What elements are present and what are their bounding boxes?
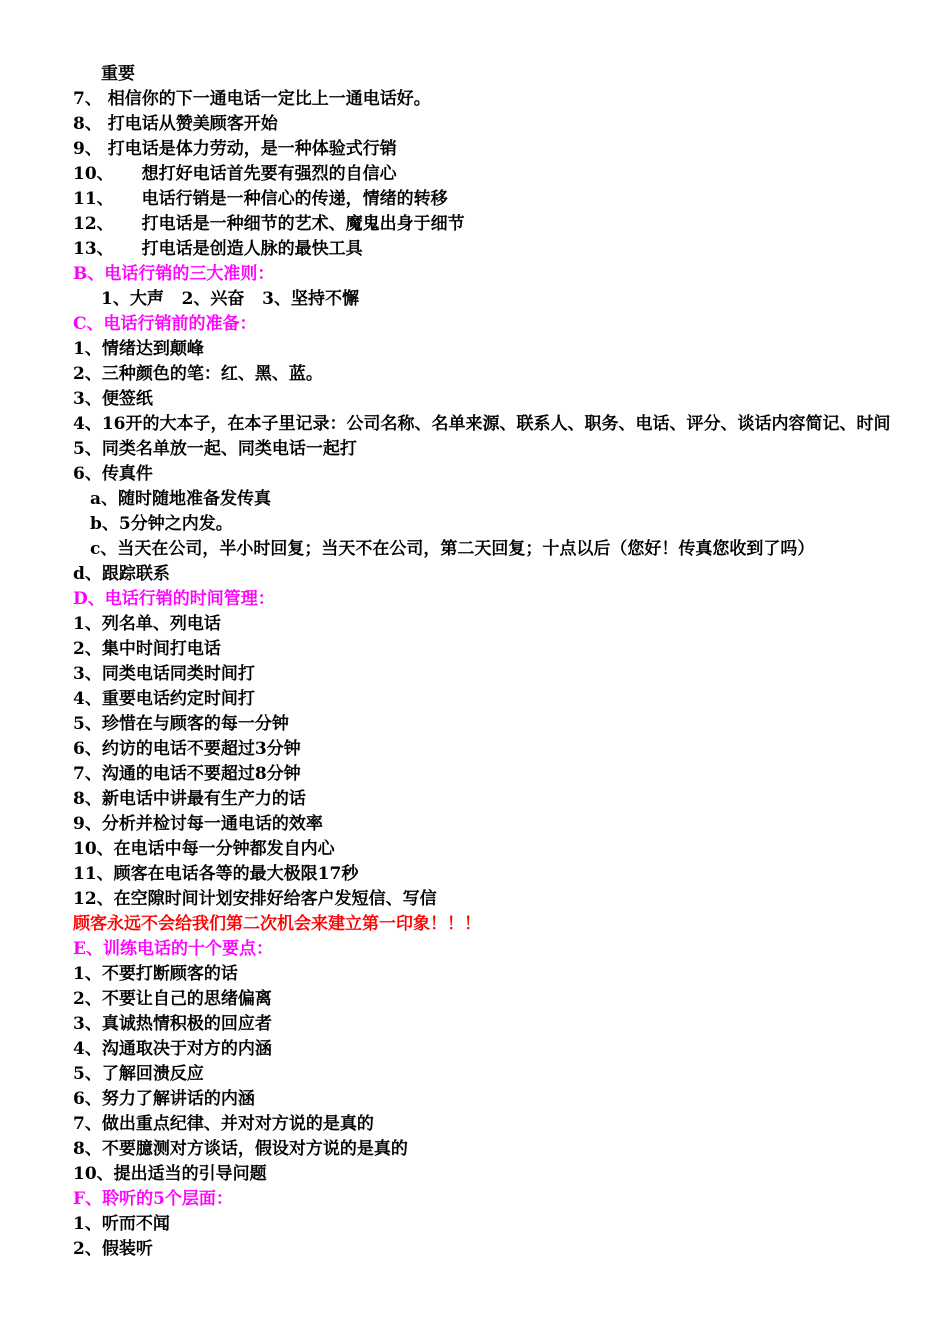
section-e-item: 6、努力了解讲话的内涵 <box>73 1089 255 1109</box>
section-e-item: 1、不要打断顾客的话 <box>73 964 238 984</box>
section-d-item: 7、沟通的电话不要超过8分钟 <box>73 764 301 784</box>
first-impression-alert: 顾客永远不会给我们第二次机会来建立第一印象！！！ <box>73 914 481 934</box>
item-text: 相信你的下一通电话一定比上一通电话好。 <box>107 89 431 109</box>
item-number: 7、 <box>73 89 102 109</box>
section-e-item: 8、不要臆测对方谈话，假设对方说的是真的 <box>73 1139 408 1159</box>
section-c-subitem: b、5分钟之内发。 <box>90 514 233 534</box>
section-d-item: 1、列名单、列电话 <box>73 614 221 634</box>
section-c-heading: C、电话行销前的准备： <box>73 314 257 334</box>
intro-item-7 <box>73 87 903 112</box>
section-d-item: 6、约访的电话不要超过3分钟 <box>73 739 301 759</box>
section-c-subitem: c、当天在公司，半小时回复；当天不在公司，第二天回复；十点以后（您好！传真您收到了吗） <box>90 539 815 559</box>
section-d-item: 8、新电话中讲最有生产力的话 <box>73 789 306 809</box>
section-d-item: 3、同类电话同类时间打 <box>73 664 255 684</box>
item-number: 13、 <box>73 239 114 259</box>
section-c-subitem: a、随时随地准备发传真 <box>90 489 272 509</box>
item-text: 想打好电话首先要有强烈的自信心 <box>141 164 397 184</box>
section-e-item: 7、做出重点纪律、并对对方说的是真的 <box>73 1114 374 1134</box>
section-e-heading: E、训练电话的十个要点： <box>73 939 273 959</box>
item-number: 9、 <box>73 139 102 159</box>
section-d-item: 9、分析并检讨每一通电话的效率 <box>73 814 323 834</box>
intro-item-11 <box>73 187 903 212</box>
item-text: 电话行销是一种信心的传递，情绪的转移 <box>141 189 448 209</box>
section-d-item: 4、重要电话约定时间打 <box>73 689 255 709</box>
document-page <box>73 62 903 1262</box>
section-e-item: 3、真诚热情积极的回应者 <box>73 1014 272 1034</box>
section-b-heading: B、电话行销的三大准则： <box>73 264 275 284</box>
intro-item-10 <box>73 162 903 187</box>
section-f-item: 1、听而不闻 <box>73 1214 170 1234</box>
section-d-heading: D、电话行销的时间管理： <box>73 589 275 609</box>
intro-item-12 <box>73 212 903 237</box>
intro-item-8 <box>73 112 903 137</box>
section-e-item: 5、了解回溃反应 <box>73 1064 204 1084</box>
intro-item-13 <box>73 237 903 262</box>
section-c-item: 2、三种颜色的笔：红、黑、蓝。 <box>73 364 323 384</box>
item-text: 打电话是体力劳动，是一种体验式行销 <box>107 139 397 159</box>
section-b-rules: 1、大声 2、兴奋 3、坚持不懈 <box>101 289 359 309</box>
section-e-item: 4、沟通取决于对方的内涵 <box>73 1039 272 1059</box>
section-c-item: 6、传真件 <box>73 464 153 484</box>
section-f-heading: F、聆听的5个层面： <box>73 1189 233 1209</box>
section-e-item: 10、提出适当的引导问题 <box>73 1164 267 1184</box>
section-d-item: 11、顾客在电话各等的最大极限17秒 <box>73 864 359 884</box>
item-number: 11、 <box>73 189 114 209</box>
item-text: 打电话从赞美顾客开始 <box>107 114 278 134</box>
item-text: 打电话是一种细节的艺术、魔鬼出身于细节 <box>141 214 465 234</box>
section-f-item: 2、假装听 <box>73 1239 153 1259</box>
section-c-item: 3、便签纸 <box>73 389 153 409</box>
section-d-item: 12、在空隙时间计划安排好给客户发短信、写信 <box>73 889 437 909</box>
item-number: 8、 <box>73 114 102 134</box>
section-c-last-item: d、跟踪联系 <box>73 564 170 584</box>
section-d-item: 2、集中时间打电话 <box>73 639 221 659</box>
section-c-item: 4、16开的大本子，在本子里记录：公司名称、名单来源、联系人、职务、电话、评分、谈话内容简记、时间 <box>73 414 891 434</box>
section-e-item: 2、不要让自己的思绪偏离 <box>73 989 272 1009</box>
intro-continuation: 重要 <box>101 64 135 84</box>
intro-item-9 <box>73 137 903 162</box>
item-number: 12、 <box>73 214 114 234</box>
section-c-item: 5、同类名单放一起、同类电话一起打 <box>73 439 357 459</box>
section-c-item: 1、情绪达到颠峰 <box>73 339 204 359</box>
item-text: 打电话是创造人脉的最快工具 <box>141 239 363 259</box>
section-d-item: 10、在电话中每一分钟都发自内心 <box>73 839 335 859</box>
item-number: 10、 <box>73 164 114 184</box>
section-d-item: 5、珍惜在与顾客的每一分钟 <box>73 714 289 734</box>
